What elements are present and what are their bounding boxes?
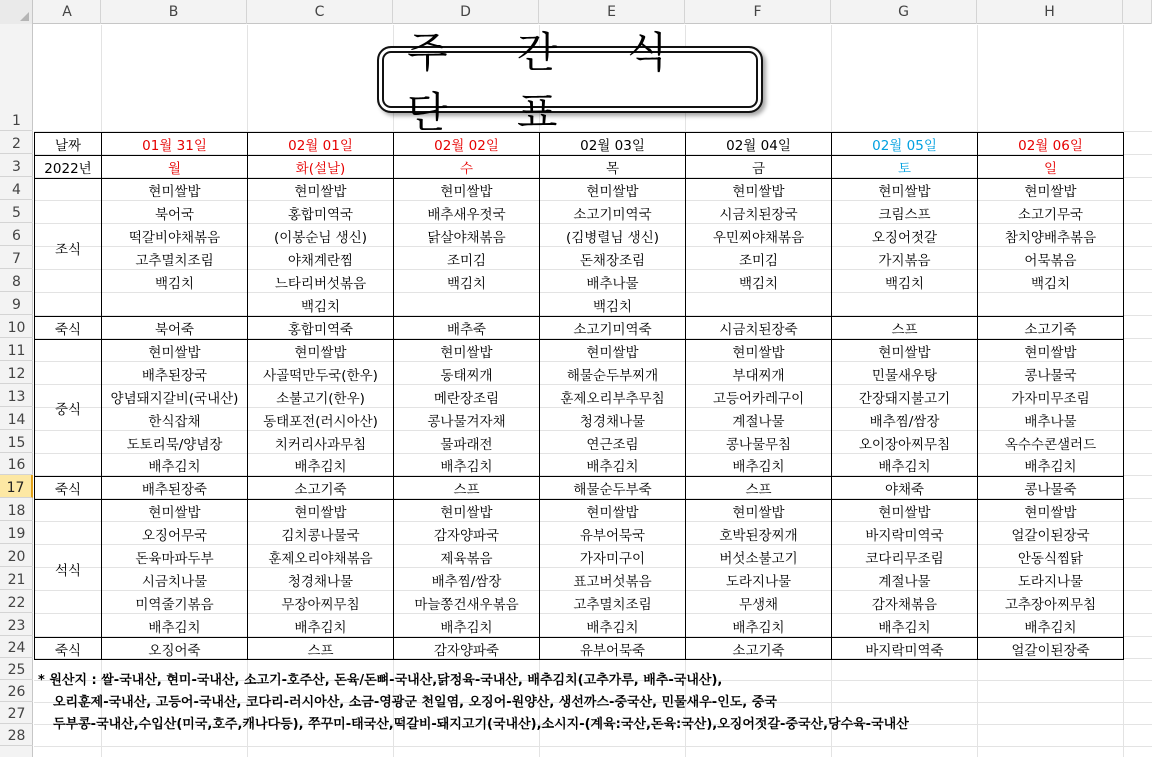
menu-item-cell[interactable]: 현미쌀밥 [686,340,832,363]
menu-item-cell[interactable]: 참치양배추볶음 [978,225,1124,248]
dinner-row [35,569,1124,592]
lunch-row [35,455,1124,477]
breakfast-row [35,179,1124,202]
menu-item-cell[interactable]: 훈제오리부추무침 [540,386,686,409]
meal-label-breakfast[interactable]: 조식 [35,179,102,317]
column-header-a[interactable]: A [34,0,101,24]
day-cell[interactable]: 화(설날) [248,156,394,179]
porridge-cell[interactable]: 소고기죽 [686,638,832,660]
menu-item-cell[interactable]: 마늘쫑건새우볶음 [394,592,540,615]
menu-item-cell[interactable]: 배추나물 [540,271,686,294]
porridge1-row [35,317,1124,340]
menu-item-cell[interactable]: 돈육마파두부 [102,546,248,569]
menu-item-cell[interactable]: 현미쌀밥 [832,179,978,202]
menu-item-cell[interactable]: 옥수수콘샐러드 [978,432,1124,455]
porridge-cell[interactable]: 배추죽 [394,317,540,340]
column-header-c[interactable]: C [247,0,393,24]
menu-item-cell[interactable]: 얼갈이된장국 [978,523,1124,546]
porridge-cell[interactable]: 콩나물죽 [978,477,1124,500]
menu-item-cell[interactable]: 백김치 [540,294,686,317]
menu-item-cell[interactable]: 조미김 [394,248,540,271]
porridge-cell[interactable]: 감자양파죽 [394,638,540,660]
menu-item-cell[interactable]: 어묵볶음 [978,248,1124,271]
column-header-overflow [1123,0,1152,24]
menu-item-cell[interactable]: 배추김치 [832,615,978,638]
menu-item-cell[interactable]: 오징어젓갈 [832,225,978,248]
breakfast-row [35,248,1124,271]
row-header-6[interactable]: 6 [0,223,33,246]
row-header-3[interactable]: 3 [0,154,33,177]
day-cell[interactable]: 수 [394,156,540,179]
gridline-horizontal [34,746,1152,747]
menu-item-cell[interactable]: 배추찜/쌈장 [832,409,978,432]
menu-item-cell[interactable]: 크림스프 [832,202,978,225]
menu-item-cell[interactable]: 배추김치 [248,455,394,477]
lunch-row [35,363,1124,386]
menu-item-cell[interactable]: 현미쌀밥 [248,500,394,523]
row-header-bar [0,24,33,757]
porridge-cell[interactable]: 유부어묵죽 [540,638,686,660]
row-header-2[interactable]: 2 [0,131,33,154]
menu-item-cell[interactable]: (김병렬님 생신) [540,225,686,248]
menu-item-cell[interactable]: 콩나물국 [978,363,1124,386]
menu-item-cell[interactable]: 가자미구이 [540,546,686,569]
menu-item-cell[interactable]: 닭살야채볶음 [394,225,540,248]
menu-item-cell[interactable]: 무생채 [686,592,832,615]
menu-item-cell[interactable]: 무장아찌무침 [248,592,394,615]
menu-item-cell[interactable]: 떡갈비야채볶음 [102,225,248,248]
menu-item-cell[interactable]: 현미쌀밥 [102,179,248,202]
row-header-17[interactable]: 17 [0,475,33,498]
select-all-corner[interactable] [0,0,33,24]
menu-item-cell[interactable]: 백김치 [832,271,978,294]
menu-item-cell[interactable]: 오징어무국 [102,523,248,546]
date-cell[interactable]: 01월 31일 [102,133,248,156]
porridge-cell[interactable]: 오징어죽 [102,638,248,660]
dinner-row [35,592,1124,615]
row-header-7[interactable]: 7 [0,246,33,269]
porridge-cell[interactable]: 스프 [686,477,832,500]
menu-item-cell[interactable]: 고추멸치조림 [102,248,248,271]
menu-item-cell[interactable]: 배추김치 [686,615,832,638]
row-header-18[interactable]: 18 [0,498,33,521]
porridge3-row [35,638,1124,660]
date-cell[interactable]: 02월 03일 [540,133,686,156]
menu-item-cell[interactable] [832,294,978,317]
menu-item-cell[interactable]: 유부어묵국 [540,523,686,546]
menu-item-cell[interactable]: 도토리묵/양념장 [102,432,248,455]
menu-item-cell[interactable]: 배추김치 [540,455,686,477]
menu-item-cell[interactable]: 백김치 [394,271,540,294]
menu-item-cell[interactable]: 감자양파국 [394,523,540,546]
menu-item-cell[interactable]: 연근조림 [540,432,686,455]
breakfast-row [35,271,1124,294]
menu-item-cell[interactable]: 배추김치 [394,615,540,638]
menu-item-cell[interactable]: 미역줄기볶음 [102,592,248,615]
date-cell[interactable]: 02월 06일 [978,133,1124,156]
menu-item-cell[interactable]: 현미쌀밥 [540,179,686,202]
menu-item-cell[interactable]: 버섯소불고기 [686,546,832,569]
origin-note-line-1: * 원산지 : 쌀-국내산, 현미-국내산, 소고기-호주산, 돈육/돈뼈-국내산,닭정육-국내산, 배추김치(고추가루, 배추-국내산), [38,673,723,688]
porridge2-row [35,477,1124,500]
menu-item-cell[interactable]: 시금치된장국 [686,202,832,225]
row-header-11[interactable]: 11 [0,338,33,361]
row-header-10[interactable]: 10 [0,315,33,338]
menu-item-cell[interactable]: 고추멸치조림 [540,592,686,615]
menu-item-cell[interactable]: 현미쌀밥 [540,340,686,363]
menu-item-cell[interactable]: 소고기무국 [978,202,1124,225]
row-header-5[interactable]: 5 [0,200,33,223]
menu-item-cell[interactable]: 훈제오리야채볶음 [248,546,394,569]
title-box [377,27,763,137]
row-header-19[interactable]: 19 [0,521,33,544]
porridge-cell[interactable]: 홍합미역죽 [248,317,394,340]
menu-item-cell[interactable]: 시금치나물 [102,569,248,592]
menu-item-cell[interactable]: 한식잡채 [102,409,248,432]
column-header-h[interactable]: H [977,0,1123,24]
lunch-row [35,340,1124,363]
origin-note-line-3: 두부콩-국내산,수입산(미국,호주,캐나다등), 쭈꾸미-태국산,떡갈비-돼지고기(국내산),소시지-(계육:국산,돈육:국산),오징어젓갈-중국산,당수육-국내산 [53,717,909,732]
menu-item-cell[interactable]: 제육볶음 [394,546,540,569]
menu-item-cell[interactable]: 청경채나물 [540,409,686,432]
porridge-cell[interactable]: 배추된장죽 [102,477,248,500]
menu-item-cell[interactable]: 현미쌀밥 [394,179,540,202]
porridge-cell[interactable]: 시금치된장죽 [686,317,832,340]
menu-item-cell[interactable]: 현미쌀밥 [686,179,832,202]
menu-item-cell[interactable]: 백김치 [248,294,394,317]
porridge-cell[interactable]: 소고기죽 [248,477,394,500]
date-row [35,133,1124,156]
menu-item-cell[interactable]: 현미쌀밥 [540,500,686,523]
menu-item-cell[interactable]: 양념돼지갈비(국내산) [102,386,248,409]
row-header-12[interactable]: 12 [0,361,33,384]
menu-item-cell[interactable]: 도라지나물 [978,569,1124,592]
menu-item-cell[interactable]: 현미쌀밥 [978,340,1124,363]
menu-item-cell[interactable]: 현미쌀밥 [102,500,248,523]
row-header-28[interactable]: 28 [0,724,33,746]
menu-item-cell[interactable]: 고추장아찌무침 [978,592,1124,615]
dinner-row [35,500,1124,523]
date-cell[interactable]: 02월 02일 [394,133,540,156]
menu-item-cell[interactable]: 배추된장국 [102,363,248,386]
row-header-15[interactable]: 15 [0,430,33,453]
menu-item-cell[interactable]: 우민찌야채볶음 [686,225,832,248]
menu-item-cell[interactable]: 소고기미역국 [540,202,686,225]
menu-item-cell[interactable]: 배추김치 [394,455,540,477]
menu-item-cell[interactable]: 치커리사과무침 [248,432,394,455]
menu-item-cell[interactable] [394,294,540,317]
breakfast-row [35,225,1124,248]
menu-item-cell[interactable]: 가자미무조림 [978,386,1124,409]
menu-item-cell[interactable]: 야채계란찜 [248,248,394,271]
menu-item-cell[interactable]: 배추나물 [978,409,1124,432]
menu-item-cell[interactable] [978,294,1124,317]
column-header-d[interactable]: D [393,0,539,24]
menu-item-cell[interactable]: 백김치 [686,271,832,294]
porridge-cell[interactable]: 얼갈이된장죽 [978,638,1124,660]
porridge-cell[interactable]: 스프 [832,317,978,340]
menu-item-cell[interactable]: 홍합미역국 [248,202,394,225]
menu-item-cell[interactable]: 돈채장조림 [540,248,686,271]
dinner-row [35,615,1124,638]
menu-item-cell[interactable]: 청경채나물 [248,569,394,592]
menu-item-cell[interactable]: 조미김 [686,248,832,271]
dinner-row [35,546,1124,569]
year-label-cell[interactable]: 2022년 [35,156,102,179]
menu-item-cell[interactable]: 현미쌀밥 [394,340,540,363]
menu-item-cell[interactable]: 현미쌀밥 [832,340,978,363]
column-header-g[interactable]: G [831,0,977,24]
menu-item-cell[interactable]: 계절나물 [686,409,832,432]
row-header-8[interactable]: 8 [0,269,33,292]
date-cell[interactable]: 02월 01일 [248,133,394,156]
menu-item-cell[interactable]: 북어국 [102,202,248,225]
breakfast-row [35,202,1124,225]
row-header-27[interactable]: 27 [0,702,33,724]
porridge-cell[interactable]: 스프 [248,638,394,660]
porridge-cell[interactable]: 바지락미역죽 [832,638,978,660]
porridge-cell[interactable]: 북어죽 [102,317,248,340]
menu-item-cell[interactable]: 물파래전 [394,432,540,455]
porridge-cell[interactable]: 스프 [394,477,540,500]
menu-item-cell[interactable]: 감자채볶음 [832,592,978,615]
menu-item-cell[interactable]: 호박된장찌개 [686,523,832,546]
dinner-row [35,523,1124,546]
origin-note-line-2: 오리훈제-국내산, 고등어-국내산, 코다리-러시아산, 소금-영광군 천일염, 오징어-원양산, 생선까스-중국산, 민물새우-인도, 중국 [53,695,777,710]
row-header-22[interactable]: 22 [0,590,33,613]
menu-item-cell[interactable]: (이봉순님 생신) [248,225,394,248]
column-header-e[interactable]: E [539,0,685,24]
menu-item-cell[interactable]: 부대찌개 [686,363,832,386]
menu-item-cell[interactable]: 안동식찜닭 [978,546,1124,569]
menu-item-cell[interactable]: 백김치 [978,271,1124,294]
menu-item-cell[interactable]: 동태포전(러시아산) [248,409,394,432]
column-header-b[interactable]: B [101,0,247,24]
menu-item-cell[interactable]: 콩나물겨자채 [394,409,540,432]
menu-item-cell[interactable]: 배추김치 [978,615,1124,638]
porridge-cell[interactable]: 해물순두부죽 [540,477,686,500]
meal-label-porridge3[interactable]: 죽식 [35,638,102,660]
row-header-9[interactable]: 9 [0,292,33,315]
menu-item-cell[interactable]: 배추찜/쌈장 [394,569,540,592]
date-cell[interactable]: 02월 05일 [832,133,978,156]
menu-item-cell[interactable]: 고등어카레구이 [686,386,832,409]
day-cell[interactable]: 일 [978,156,1124,179]
day-cell[interactable]: 금 [686,156,832,179]
menu-item-cell[interactable]: 가지볶음 [832,248,978,271]
lunch-row [35,386,1124,409]
row-header-4[interactable]: 4 [0,177,33,200]
row-header-24[interactable]: 24 [0,636,33,658]
menu-item-cell[interactable]: 배추김치 [686,455,832,477]
menu-item-cell[interactable]: 콩나물무침 [686,432,832,455]
date-label-cell[interactable]: 날짜 [35,133,102,156]
menu-item-cell[interactable]: 배추새우젓국 [394,202,540,225]
menu-item-cell[interactable]: 김치콩나물국 [248,523,394,546]
meal-label-dinner[interactable]: 석식 [35,500,102,638]
menu-item-cell[interactable]: 간장돼지불고기 [832,386,978,409]
menu-item-cell[interactable]: 민물새우탕 [832,363,978,386]
day-row [35,156,1124,179]
menu-item-cell[interactable]: 도라지나물 [686,569,832,592]
porridge-cell[interactable]: 소고기미역죽 [540,317,686,340]
page-title: 주 간 식 단 표 [407,27,696,137]
meal-label-lunch[interactable]: 중식 [35,340,102,477]
menu-item-cell[interactable]: 현미쌀밥 [686,500,832,523]
menu-item-cell[interactable]: 백김치 [102,271,248,294]
row-header-23[interactable]: 23 [0,613,33,636]
row-header-14[interactable]: 14 [0,407,33,430]
menu-item-cell[interactable]: 배추김치 [540,615,686,638]
menu-item-cell[interactable] [102,294,248,317]
menu-item-cell[interactable]: 오이장아찌무침 [832,432,978,455]
menu-item-cell[interactable]: 사골떡만두국(한우) [248,363,394,386]
row-header-21[interactable]: 21 [0,567,33,590]
porridge-cell[interactable]: 소고기죽 [978,317,1124,340]
menu-item-cell[interactable]: 현미쌀밥 [248,179,394,202]
menu-item-cell[interactable]: 배추김치 [102,615,248,638]
lunch-row [35,432,1124,455]
menu-item-cell[interactable]: 소불고기(한우) [248,386,394,409]
meal-label-porridge2[interactable]: 죽식 [35,477,102,500]
lunch-row [35,409,1124,432]
menu-item-cell[interactable]: 배추김치 [248,615,394,638]
menu-item-cell[interactable]: 코다리무조림 [832,546,978,569]
date-cell[interactable]: 02월 04일 [686,133,832,156]
row-header-16[interactable]: 16 [0,453,33,475]
menu-item-cell[interactable]: 계절나물 [832,569,978,592]
menu-item-cell[interactable]: 현미쌀밥 [978,500,1124,523]
menu-item-cell[interactable]: 해물순두부찌개 [540,363,686,386]
day-cell[interactable]: 목 [540,156,686,179]
menu-item-cell[interactable]: 현미쌀밥 [832,500,978,523]
day-cell[interactable]: 월 [102,156,248,179]
menu-item-cell[interactable]: 현미쌀밥 [102,340,248,363]
row-header-25[interactable]: 25 [0,658,33,680]
row-header-1[interactable]: 1 [0,24,33,131]
menu-item-cell[interactable]: 표고버섯볶음 [540,569,686,592]
column-header-f[interactable]: F [685,0,831,24]
menu-item-cell[interactable]: 배추김치 [832,455,978,477]
day-cell[interactable]: 토 [832,156,978,179]
menu-item-cell[interactable]: 현미쌀밥 [248,340,394,363]
menu-item-cell[interactable]: 배추김치 [102,455,248,477]
menu-item-cell[interactable]: 현미쌀밥 [978,179,1124,202]
row-header-13[interactable]: 13 [0,384,33,407]
menu-item-cell[interactable]: 메란장조림 [394,386,540,409]
menu-item-cell[interactable] [686,294,832,317]
porridge-cell[interactable]: 야채죽 [832,477,978,500]
menu-item-cell[interactable]: 배추김치 [978,455,1124,477]
meal-label-porridge1[interactable]: 죽식 [35,317,102,340]
menu-item-cell[interactable]: 바지락미역국 [832,523,978,546]
menu-item-cell[interactable]: 동태찌개 [394,363,540,386]
weekly-menu-table [34,132,1124,660]
menu-item-cell[interactable]: 현미쌀밥 [394,500,540,523]
breakfast-row [35,294,1124,317]
row-header-20[interactable]: 20 [0,544,33,567]
row-header-26[interactable]: 26 [0,680,33,702]
menu-item-cell[interactable]: 느타리버섯볶음 [248,271,394,294]
